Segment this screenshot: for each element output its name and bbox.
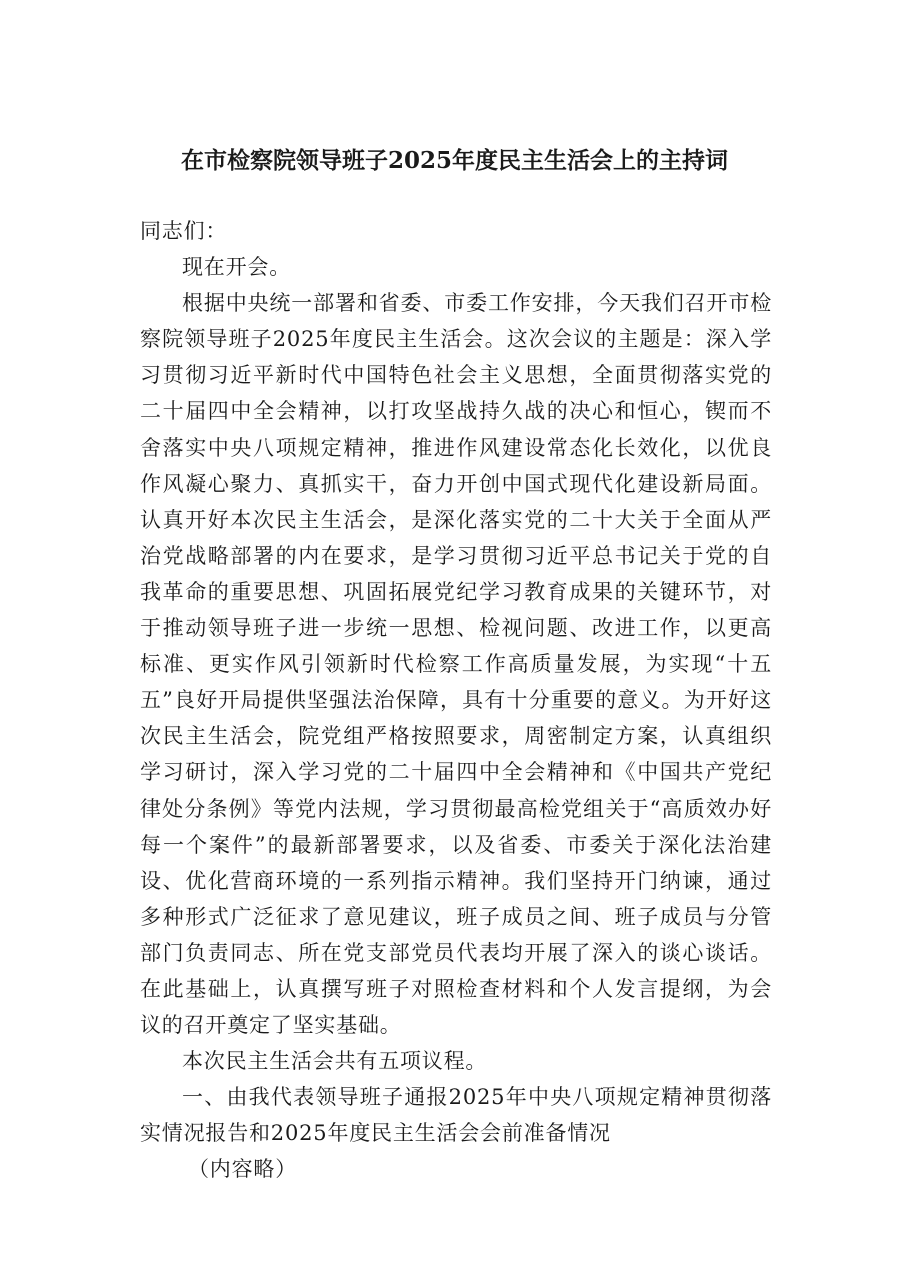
paragraph-background: 根据中央统一部署和省委、市委工作安排，今天我们召开市检察院领导班子2025年度民主生活会。这次会议的主题是：深入学习贯彻习近平新时代中国特色社会主义思想，全面贯彻落实党的二十届四中全会精神，以打攻坚战持久战的决心和恒心，锲而不舍落实中央八项规定精神，推进作风建设常态化长效化，以优良作风凝心聚力、真抓实干，奋力开创中国式现代化建设新局面。认真开好本次民主生活会，是深化落实党的二十大关于全面从严治党战略部署的内在要求，是学习贯彻习近平总书记关于党的自我革命的重要思想、巩固拓展党纪学习教育成果的关键环节，对于推动领导班子进一步统一思想、检视问题、改进工作，以更高标准、更实作风引领新时代检察工作高质量发展，为实现“十五五”良好开局提供坚强法治保障，具有十分重要的意义。为开好这次民主生活会，院党组严格按照要求，周密制定方案，认真组织学习研讨，深入学习党的二十届四中全会精神和《中国共产党纪律处分条例》等党内法规，学习贯彻最高检党组关于“高质效办好每一个案件”的最新部署要求，以及省委、市委关于深化法治建设、优化营商环境的一系列指示精神。我们坚持开门纳谏，通过多种形式广泛征求了意见建议，班子成员之间、班子成员与分管部门负责同志、所在党支部党员代表均开展了深入的谈心谈话。在此基础上，认真撰写班子对照检查材料和个人发言提纲，为会议的召开奠定了坚实基础。 [140,291,772,1038]
document-title: 在市检察院领导班子2025年度民主生活会上的主持词 [180,147,728,174]
document-body [140,213,772,1188]
salutation: 同志们： [140,219,228,243]
content-omitted-note: （内容略） [188,1157,297,1182]
paragraph-agenda-intro: 本次民主生活会共有五项议程。 [182,1049,488,1074]
paragraph-agenda-item-1: 一、由我代表领导班子通报2025年中央八项规定精神贯彻落实情况报告和2025年度民主生活会会前准备情况 [140,1085,772,1146]
paragraph-opening: 现在开会。 [182,255,291,280]
